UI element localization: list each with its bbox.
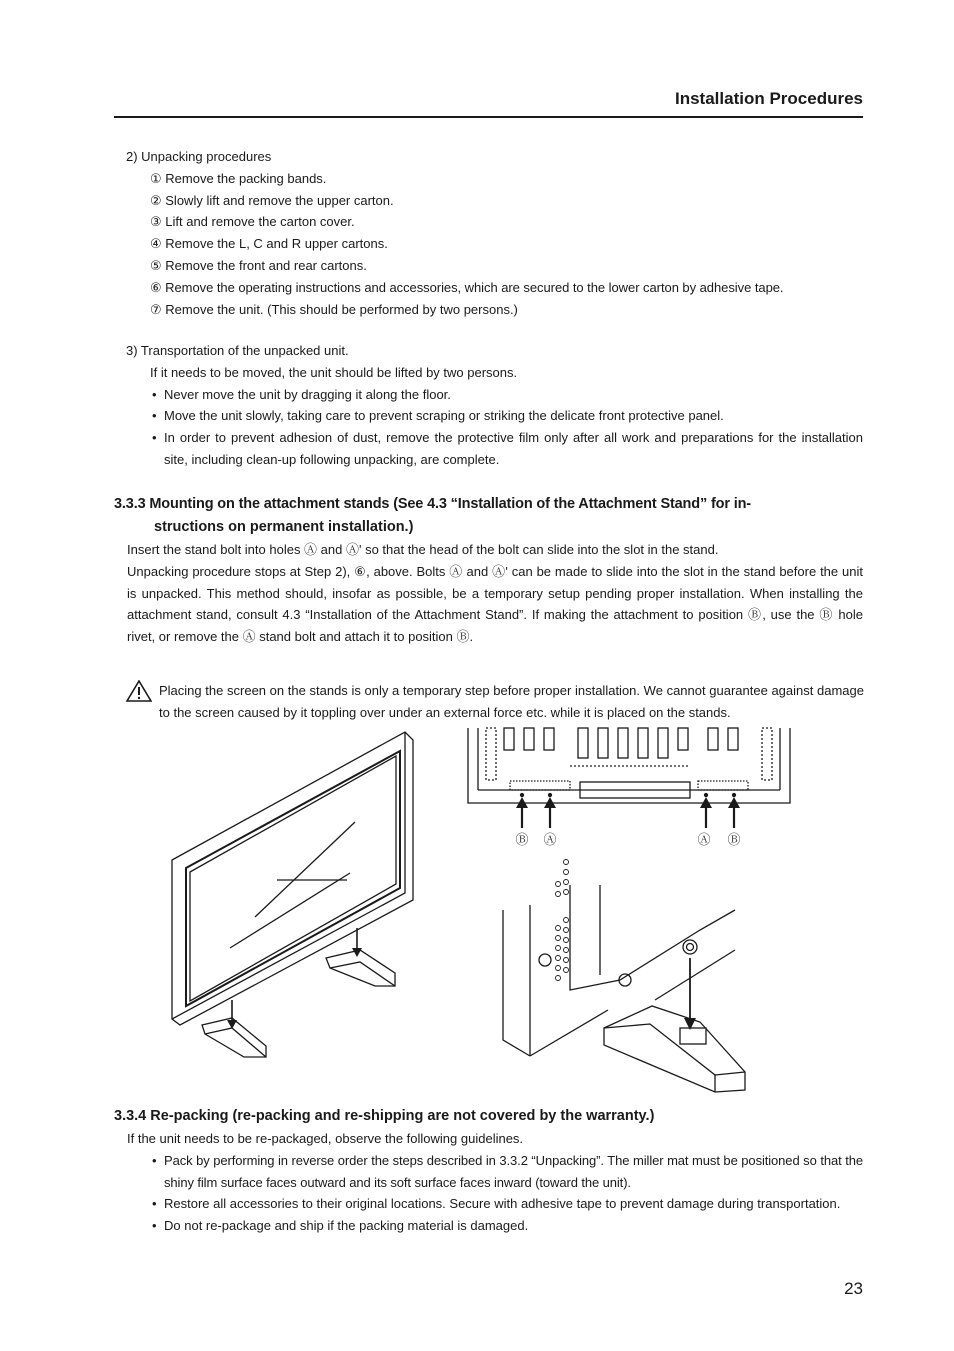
position-label-a: Ⓐ <box>697 832 711 847</box>
unpacking-step: ② Slowly lift and remove the upper carton. <box>150 192 394 208</box>
bullet-item: • In order to prevent adhesion of dust, remove the protective film only after all work and preparations for the installation site, including clean-up following unpacking, are complete. <box>114 427 863 471</box>
page-number: 23 <box>844 1279 863 1298</box>
unpacking-step: ③ Lift and remove the carton cover. <box>150 214 355 230</box>
closeup-drawing <box>503 860 745 1093</box>
rear-panel-drawing <box>468 728 790 803</box>
transport-intro: If it needs to be moved, the unit should be lifted by two persons. <box>150 364 518 380</box>
transport-heading: 3) Transportation of the unpacked unit. <box>126 343 349 358</box>
unpacking-step: ⑦ Remove the unit. (This should be performed by two persons.) <box>150 301 518 317</box>
bullet-item: • Never move the unit by dragging it along the floor. <box>114 384 863 406</box>
paragraph: Unpacking procedure stops at Step 2), ⑥, above. Bolts Ⓐ and Ⓐ' can be made to slide into the slot in the stand before the unit is unpacked. This method should, insofar as possible, be a temporary setup pending proper installation. When installing the attachment stand, consult 4.3 “Installation of the Attachment Stand”. If making the attachment to position Ⓑ, use the Ⓑ hole rivet, or remove the Ⓐ stand bolt and attach it to position Ⓑ. <box>127 563 863 645</box>
bolt-position-arrows <box>522 806 734 828</box>
bullet-item: • Move the unit slowly, taking care to prevent scraping or striking the delicate front protective panel. <box>114 405 863 427</box>
caution-text: Placing the screen on the stands is only a temporary step before proper installation. We cannot guarantee against damage to the screen caused by it toppling over under an external force etc. while it is placed on the stands. <box>159 683 864 720</box>
position-label-a: Ⓐ <box>543 832 557 847</box>
paragraph: Insert the stand bolt into holes Ⓐ and Ⓐ' so that the head of the bolt can slide into the slot in the stand. <box>127 542 719 557</box>
section-title: 3.3.3 Mounting on the attachment stands (See 4.3 “Installation of the Attachment Stand” for in- <box>114 496 751 512</box>
paragraph: If the unit needs to be re-packaged, observe the following guidelines. <box>127 1131 524 1146</box>
unpacking-step: ⑥ Remove the operating instructions and accessories, which are secured to the lower carton by adhesive tape. <box>150 279 784 295</box>
unpacking-step: ⑤ Remove the front and rear cartons. <box>150 257 367 273</box>
section-title-cont: structions on permanent installation.) <box>154 519 414 535</box>
section-title: 3.3.4 Re-packing (re-packing and re-shipping are not covered by the warranty.) <box>114 1108 655 1124</box>
unpacking-heading: 2) Unpacking procedures <box>126 149 272 164</box>
header-title: Installation Procedures <box>675 89 863 108</box>
bullet-item: • Restore all accessories to their original locations. Secure with adhesive tape to prevent damage during transportation. <box>114 1193 863 1215</box>
bullet-item: • Pack by performing in reverse order the steps described in 3.3.2 “Unpacking”. The miller mat must be positioned so that the shiny film surface faces outward and its soft surface faces inward (toward the unit). <box>114 1150 863 1194</box>
position-label-b: Ⓑ <box>727 832 741 847</box>
unpacking-step: ④ Remove the L, C and R upper cartons. <box>150 236 388 252</box>
section-334 <box>114 1105 863 1237</box>
unpacking-step: ① Remove the packing bands. <box>150 170 327 186</box>
position-label-b: Ⓑ <box>515 832 529 847</box>
bullet-item: • Do not re-package and ship if the packing material is damaged. <box>114 1215 863 1237</box>
